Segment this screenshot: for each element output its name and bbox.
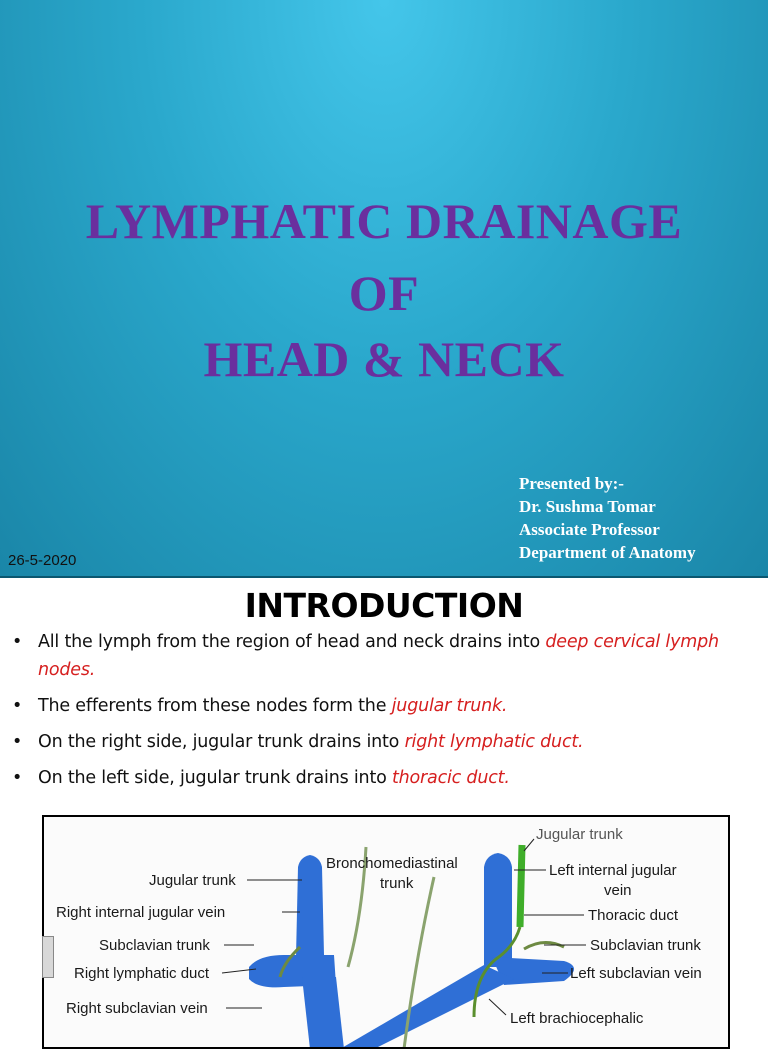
bullet-text: All the lymph from the region of head and neck drains into [38,632,546,652]
label-jugular-trunk-left: Jugular trunk [149,872,236,889]
left-brachiocephalic-shape [340,965,514,1047]
bullet-highlight: jugular trunk. [391,696,508,716]
label-right-subclavian-vein: Right subclavian vein [66,1000,208,1017]
bullet-dot-icon: • [12,768,23,788]
bullet-highlight: deep cervical lymph nodes. [38,632,719,680]
diagram-labels [56,826,702,1027]
bullet-highlight: thoracic duct. [391,768,510,788]
diagram-svg [44,817,728,1047]
leader-left-brachiocephalic [489,999,506,1015]
presenter-title: Associate Professor [519,520,660,539]
bullet-text: The efferents from these nodes form the [38,696,392,716]
label-right-ijv: Right internal jugular vein [56,904,226,921]
bullet-text: On the right side, jugular trunk drains into [38,732,405,752]
bullet-dot-icon: • [12,732,23,752]
slide-date: 26-5-2020 [8,552,77,569]
label-bronchomediastinal: Bronchomediastinal [326,855,458,872]
label-left-ijv-2: vein [604,882,632,899]
page-side-tab [42,936,54,978]
bullet-dot-icon: • [12,696,23,716]
bullet-item [10,628,760,684]
label-left-brachiocephalic: Left brachiocephalic [510,1010,644,1027]
bullet-list [10,628,760,800]
title-line-1: LYMPHATIC DRAINAGE [85,193,683,249]
title-line-3: HEAD & NECK [203,331,565,387]
presenter-name: Dr. Sushma Tomar [519,497,656,516]
bullet-item [10,728,760,756]
presented-by-label: Presented by:- [519,474,624,493]
label-thoracic-duct: Thoracic duct [588,907,679,924]
title-line-2: OF [348,265,420,321]
bullet-text: On the left side, jugular trunk drains into [38,768,392,788]
label-right-lymphatic-duct: Right lymphatic duct [74,965,210,982]
left-subclavian-trunk-line [524,942,564,949]
leader-jugular-trunk-top [524,839,534,851]
bullet-dot-icon: • [12,632,23,652]
label-left-ijv-1: Left internal jugular [549,862,677,879]
lymphatic-diagram [42,815,730,1049]
label-jugular-trunk-top: Jugular trunk [536,826,623,843]
label-left-subclavian-vein: Left subclavian vein [570,965,702,982]
presenter-department: Department of Anatomy [519,543,696,562]
bullet-item [10,764,760,792]
bullet-item [10,692,760,720]
right-ijv-shape [296,855,324,957]
label-bronchomediastinal-trunk: trunk [380,875,414,892]
label-subclavian-trunk-right: Subclavian trunk [590,937,701,954]
label-subclavian-trunk-left: Subclavian trunk [99,937,210,954]
presenter-block [519,472,696,564]
jugular-trunk-line [520,845,522,927]
bullet-highlight: right lymphatic duct. [404,732,584,752]
section-heading: INTRODUCTION [244,586,524,625]
right-brachiocephalic-shape [302,977,344,1047]
